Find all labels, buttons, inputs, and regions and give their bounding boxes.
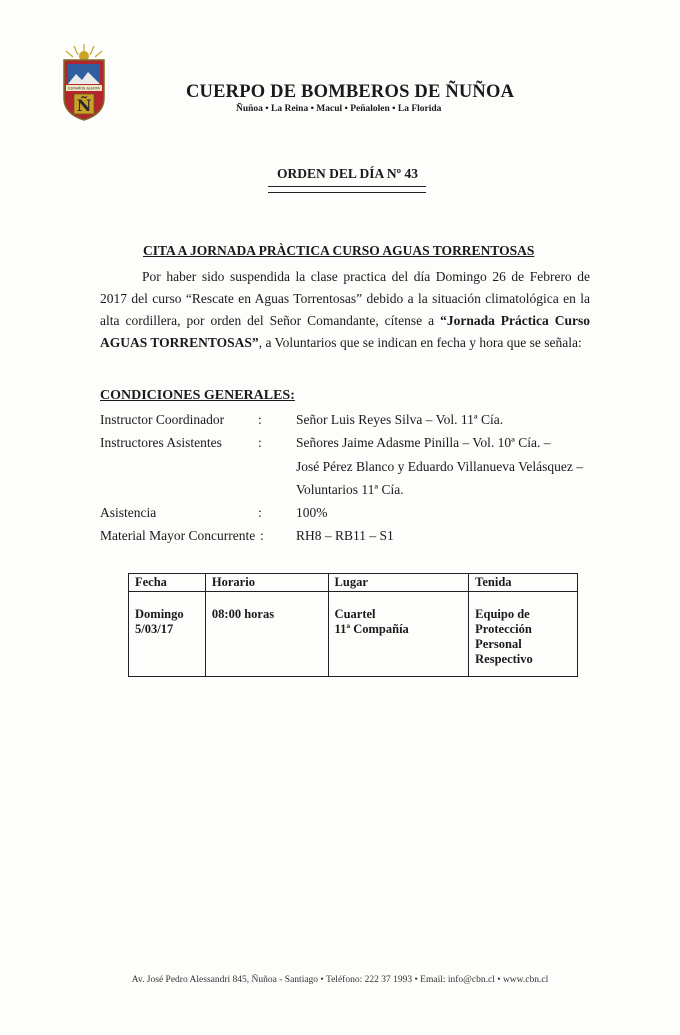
fire-brigade-crest-logo bbox=[58, 42, 110, 122]
organization-communes: Ñuñoa • La Reina • Macul • Peñalolen • La Florida bbox=[236, 104, 442, 114]
schedule-table bbox=[128, 573, 578, 677]
colon: : bbox=[258, 435, 262, 450]
header-lugar: Lugar bbox=[328, 574, 469, 592]
cell-horario bbox=[205, 592, 328, 677]
body-text-part1: Por haber sido suspendida la clase practica del día Domingo 26 de Febrero de 2017 del curso “Rescate en Aguas Torrentosas” debido a la situación climatológica en la alta cordillera, por orden del Señor Comandante, cítense a bbox=[100, 269, 590, 328]
lugar-line2: 11ª Compañía bbox=[334, 622, 409, 636]
cell-fecha bbox=[129, 592, 206, 677]
body-text-part2: , a Voluntarios que se indican en fecha y hora que se señala: bbox=[258, 335, 582, 350]
table-header-row bbox=[129, 574, 578, 592]
cell-tenida bbox=[469, 592, 578, 677]
coordinator-label: Instructor Coordinador bbox=[100, 412, 225, 427]
lugar-line1: Cuartel bbox=[334, 607, 376, 621]
colon: : bbox=[260, 528, 264, 543]
header-fecha: Fecha bbox=[129, 574, 206, 592]
crest-letter: Ñ bbox=[76, 96, 92, 115]
coordinator-value: Señor Luis Reyes Silva – Vol. 11ª Cía. bbox=[296, 412, 504, 427]
colon: : bbox=[258, 505, 262, 520]
subject-heading: CITA A JORNADA PRÀCTICA CURSO AGUAS TORRENTOSAS bbox=[143, 243, 535, 258]
colon: : bbox=[258, 412, 262, 427]
fecha-line2: 5/03/17 bbox=[135, 622, 174, 636]
tenida-line1: Equipo de bbox=[475, 607, 530, 621]
conditions-heading: CONDICIONES GENERALES: bbox=[100, 388, 295, 403]
assistants-value-line2: José Pérez Blanco y Eduardo Villanueva Velásquez – bbox=[296, 459, 583, 474]
order-title: ORDEN DEL DÍA Nº 43 bbox=[277, 166, 418, 181]
cell-lugar bbox=[328, 592, 469, 677]
assistants-label: Instructores Asistentes bbox=[100, 435, 222, 450]
tenida-line3: Personal bbox=[475, 637, 522, 651]
assistants-value-line3: Voluntarios 11ª Cía. bbox=[296, 482, 404, 497]
organization-title: CUERPO DE BOMBEROS DE ÑUÑOA bbox=[186, 82, 515, 102]
header-horario: Horario bbox=[205, 574, 328, 592]
attendance-label: Asistencia bbox=[100, 505, 157, 520]
body-paragraph bbox=[100, 266, 590, 354]
assistants-value-line1: Señores Jaime Adasme Pinilla – Vol. 10ª Cía. – bbox=[296, 435, 551, 450]
tenida-line2: Protección bbox=[475, 622, 532, 636]
fecha-line1: Domingo bbox=[135, 607, 184, 621]
material-label: Material Mayor Concurrente bbox=[100, 528, 256, 543]
title-double-underline bbox=[268, 186, 426, 193]
footer-contact: Av. José Pedro Alessandri 845, Ñuñoa - Santiago • Teléfono: 222 37 1993 • Email: info@cbn.cl • www.cbn.cl bbox=[131, 975, 549, 985]
header-tenida: Tenida bbox=[469, 574, 578, 592]
body-text-bold: “Jornada Práctica Curso AGUAS TORRENTOSAS” bbox=[100, 313, 590, 350]
attendance-value: 100% bbox=[296, 505, 328, 520]
crest-banner-text: ESTAMOS ALERTA bbox=[68, 86, 100, 91]
horario-value: 08:00 horas bbox=[211, 607, 275, 621]
material-value: RH8 – RB11 – S1 bbox=[296, 528, 394, 543]
table-row bbox=[129, 592, 578, 677]
tenida-line4: Respectivo bbox=[475, 652, 533, 666]
